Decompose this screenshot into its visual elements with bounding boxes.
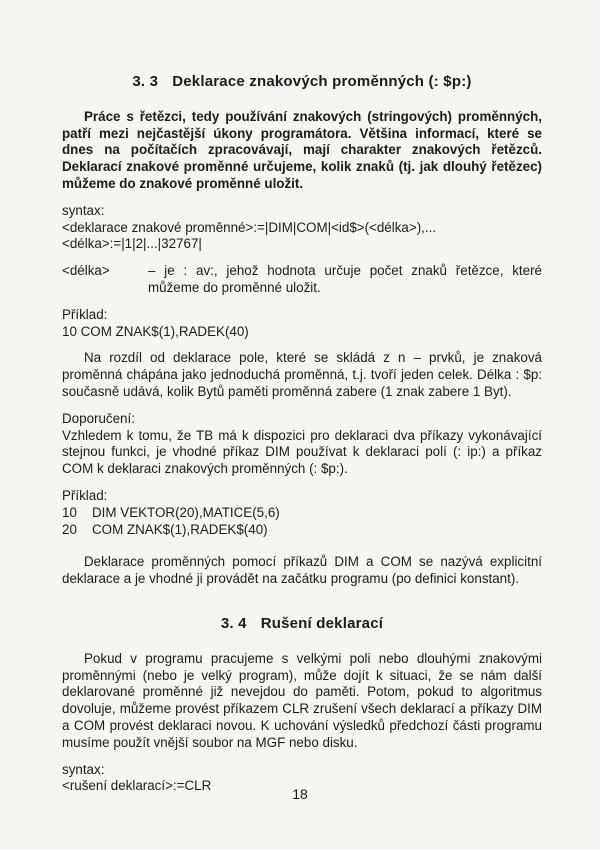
intro-paragraph: Práce s řetězci, tedy používání znakových (stringových) proměnných, patří mezi nejčastější úkony programátora. Většina informací, které se dnes na počítačích zpracovávají, mají charakter znakových řetězců. Deklarací znakové proměnné určujeme, kolik znaků (tj. jak dlouhý řetězec) můžeme do znakové proměnné uložit. bbox=[62, 108, 542, 191]
explicit-declaration-paragraph: Deklarace proměnných pomocí příkazů DIM a COM se nazývá explicitní deklarace a je vhodné ji provádět na začátku programu (po definici konstant). bbox=[62, 554, 542, 587]
clr-paragraph: Pokud v programu pracujeme s velkými poli nebo dlouhými znakovými proměnnými (nebo je velký program), může dojít k situaci, že se nám další deklarované proměnné již nevejdou do paměti. Potom, pokud to algoritmus dovoluje, můžeme provést příkazem CLR zrušení všech deklarací a příkazy DIM a COM provést deklaraci novou. K uchování výsledků předchozí části programu musíme použít vnější soubor na MGF nebo disku. bbox=[62, 650, 542, 750]
code-line-text: DIM VEKTOR(20),MATICE(5,6) bbox=[92, 504, 280, 520]
example2-label: Příklad: bbox=[62, 487, 108, 503]
syntax-label: syntax: bbox=[62, 202, 105, 218]
code-line-number: 10 bbox=[62, 504, 77, 520]
definition-description: – je : av:, jehož hodnota určuje počet znaků řetězce, které můžeme do proměnné uložit. bbox=[148, 263, 542, 295]
syntax-line-1: <deklarace znakové proměnné>:=|DIM|COM|<id$>(<délka>),... bbox=[62, 219, 437, 235]
example-label: Příklad: bbox=[62, 306, 108, 322]
section-title: Deklarace znakových proměnných (: $p:) bbox=[172, 73, 472, 90]
page-number: 18 bbox=[292, 786, 308, 802]
string-variable-paragraph: Na rozdíl od deklarace pole, které se skládá z n – prvků, je znaková proměnná chápána jako jednoduchá proměnná, t.j. tvoří jeden celek. Délka : $p: současně udává, kolik Bytů paměti proměnná zabere (1 znak zabere 1 Byt). bbox=[62, 350, 542, 399]
code-line-number: 20 bbox=[62, 521, 77, 537]
section-number: 3. 3 bbox=[132, 73, 159, 90]
code-line bbox=[62, 522, 542, 539]
section-heading-3-3 bbox=[62, 74, 542, 91]
recommendation-label: Doporučení: bbox=[62, 410, 135, 426]
syntax-line-2: <délka>:=|1|2|...|32767| bbox=[62, 236, 202, 252]
code-line-text: COM ZNAK$(1),RADEK$(40) bbox=[92, 521, 268, 537]
definition-delka bbox=[62, 263, 542, 297]
code-line bbox=[62, 505, 542, 522]
section-number: 3. 4 bbox=[220, 614, 247, 632]
syntax-label: syntax: bbox=[62, 761, 105, 777]
recommendation-block bbox=[62, 411, 542, 478]
definition-term: <délka> bbox=[62, 263, 110, 279]
example-block-2 bbox=[62, 488, 542, 538]
example-block-1 bbox=[62, 307, 542, 341]
section-title: Rušení deklarací bbox=[260, 614, 384, 632]
example-code: 10 COM ZNAK$(1),RADEK(40) bbox=[62, 323, 249, 339]
syntax-line: <rušení deklarací>:=CLR bbox=[62, 778, 212, 794]
recommendation-text: Vzhledem k tomu, že TB má k dispozici pro deklaraci dva příkazy vykonávající stejnou funkci, je vhodné příkaz DIM používat k deklaraci polí (: ip:) a příkaz COM k deklaraci znakových proměnných (: $p:). bbox=[62, 427, 542, 477]
syntax-block bbox=[62, 203, 542, 253]
section-heading-3-4 bbox=[62, 616, 542, 633]
